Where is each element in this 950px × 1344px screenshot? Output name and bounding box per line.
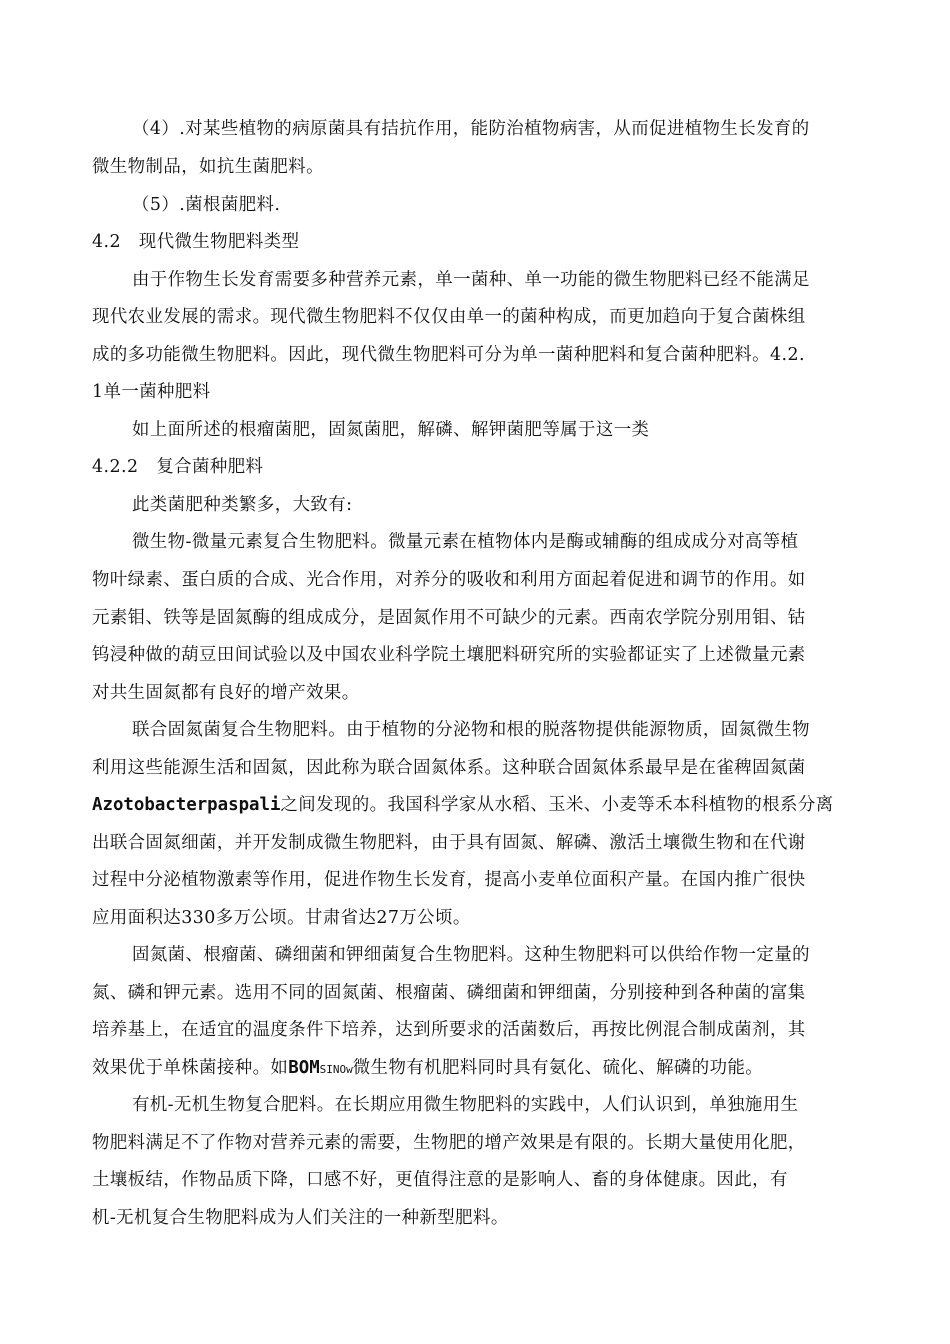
text-line: 钨浸种做的葫豆田间试验以及中国农业科学院土壤肥料研究所的实验都证实了上述微量元素 — [92, 645, 806, 665]
text-line: 过程中分泌植物激素等作用，促进作物生长发育，提高小麦单位面积产量。在国内推广很快 — [92, 870, 806, 890]
text-line: 土壤板结，作物品质下降，口感不好，更值得注意的是影响人、畜的身体健康。因此，有 — [92, 1170, 788, 1190]
text-line: 由于作物生长发育需要多种营养元素，单一菌种、单一功能的微生物肥料已经不能满足 — [132, 270, 810, 290]
section-heading: 4.2.2 复合菌种肥料 — [92, 457, 264, 477]
text-line: （5）.菌根菌肥料. — [132, 195, 281, 215]
text-line: 元素钼、铁等是固氮酶的组成成分，是固氮作用不可缺少的元素。西南农学院分别用钼、钴 — [92, 608, 806, 628]
product-name: BOM — [288, 1058, 320, 1078]
text-line: 固氮菌、根瘤菌、磷细菌和钾细菌复合生物肥料。这种生物肥料可以供给作物一定量的 — [132, 945, 810, 965]
text-line: 联合固氮菌复合生物肥料。由于植物的分泌物和根的脱落物提供能源物质，固氮微生物 — [132, 720, 810, 740]
text-line-mixed — [92, 794, 834, 816]
text-line: （4）.对某些植物的病原菌具有拮抗作用，能防治植物病害，从而促进植物生长发育的 — [132, 119, 810, 139]
text-span: 之间发现的。我国科学家从水稻、玉米、小麦等禾本科植物的根系分离 — [280, 795, 834, 815]
text-span: 效果优于单株菌接种。如 — [92, 1058, 289, 1078]
species-name: Azotobacterpaspali — [92, 795, 281, 815]
text-line: 如上面所述的根瘤菌肥，固氮菌肥，解磷、解钾菌肥等属于这一类 — [132, 420, 650, 440]
text-line: 物肥料满足不了作物对营养元素的需要，生物肥的增产效果是有限的。长期大量使用化肥， — [92, 1133, 806, 1153]
product-subscript: SINOw — [319, 1063, 353, 1076]
text-span: 微生物有机肥料同时具有氨化、硫化、解磷的功能。 — [352, 1058, 764, 1078]
section-heading: 4.2 现代微生物肥料类型 — [92, 232, 300, 252]
text-line: 1单一菌种肥料 — [92, 382, 211, 402]
text-line: 此类菌肥种类繁多，大致有: — [132, 495, 353, 515]
text-line: 有机-无机生物复合肥料。在长期应用微生物肥料的实践中，人们认识到，单独施用生 — [132, 1095, 799, 1115]
text-line: 机-无机复合生物肥料成为人们关注的一种新型肥料。 — [92, 1208, 509, 1228]
text-line-mixed — [92, 1057, 763, 1081]
text-line: 培养基上，在适宜的温度条件下培养，达到所要求的活菌数后，再按比例混合制成菌剂，其 — [92, 1020, 806, 1040]
text-line: 微生物-微量元素复合生物肥料。微量元素在植物体内是酶或辅酶的组成成分对高等植 — [132, 532, 799, 552]
text-line: 现代农业发展的需求。现代微生物肥料不仅仅由单一的菌种构成，而更加趋向于复合菌株组 — [92, 307, 806, 327]
text-line: 成的多功能微生物肥料。因此，现代微生物肥料可分为单一菌种肥料和复合菌种肥料。4.2. — [92, 345, 805, 365]
text-line: 物叶绿素、蛋白质的合成、光合作用，对养分的吸收和利用方面起着促进和调节的作用。如 — [92, 570, 806, 590]
text-line: 出联合固氮细菌，并开发制成微生物肥料，由于具有固氮、解磷、激活土壤微生物和在代谢 — [92, 833, 806, 853]
text-line: 氮、磷和钾元素。选用不同的固氮菌、根瘤菌、磷细菌和钾细菌，分别接种到各种菌的富集 — [92, 983, 806, 1003]
text-line: 利用这些能源生活和固氮，因此称为联合固氮体系。这种联合固氮体系最早是在雀稗固氮菌 — [92, 758, 806, 778]
text-line: 应用面积达330多万公顷。甘肃省达27万公顷。 — [92, 908, 471, 928]
text-line: 对共生固氮都有良好的增产效果。 — [92, 683, 360, 703]
text-line: 微生物制品，如抗生菌肥料。 — [92, 157, 324, 177]
